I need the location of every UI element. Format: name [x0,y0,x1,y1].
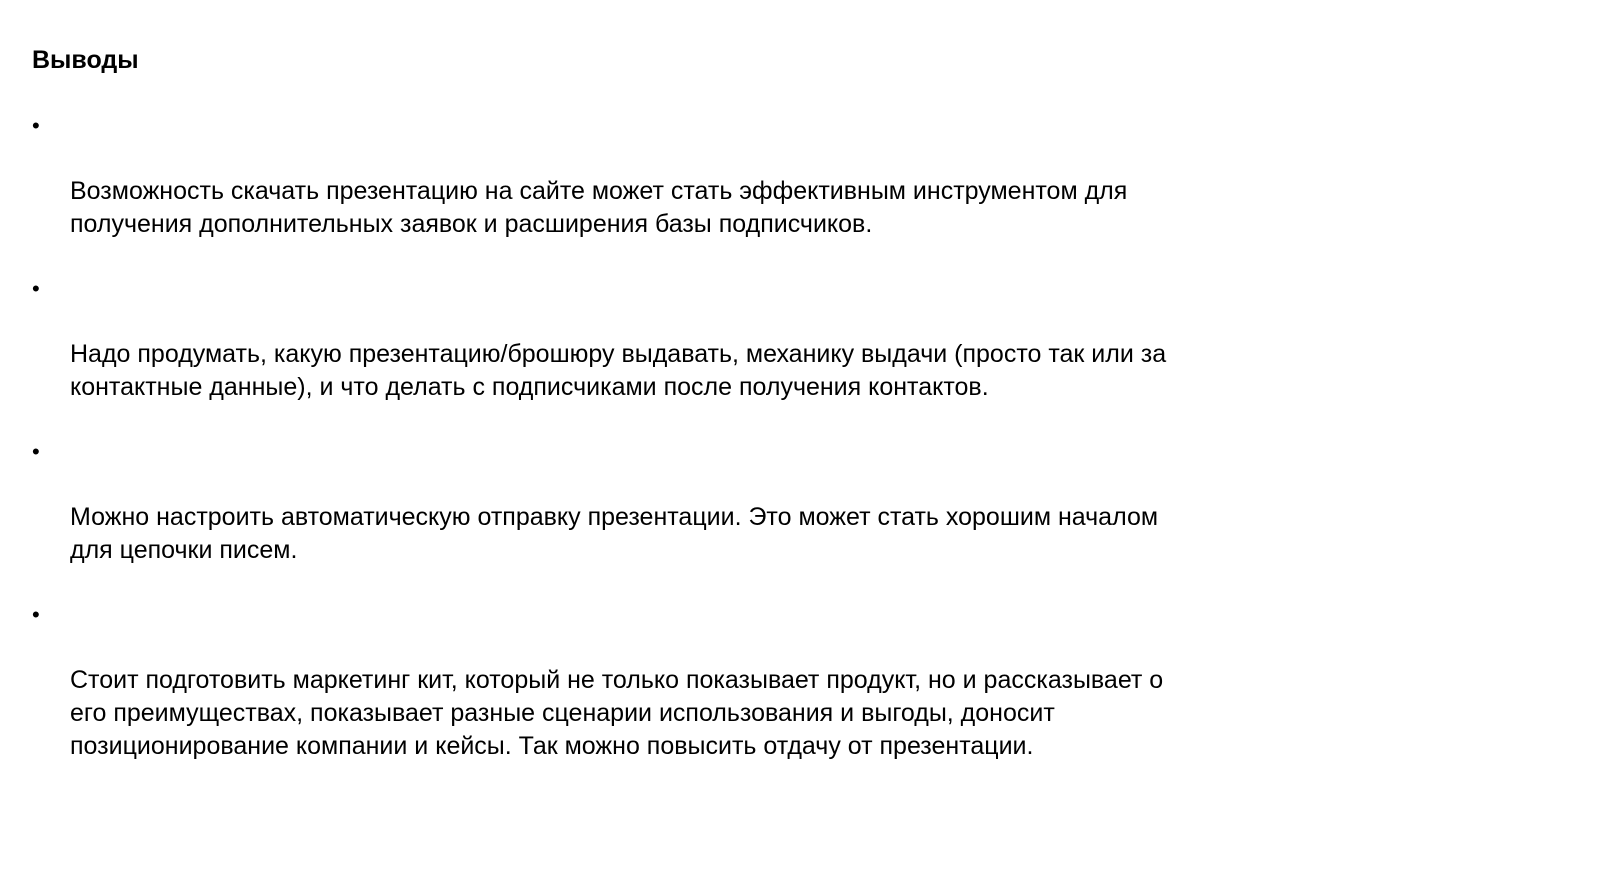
bullet-icon: • [32,439,40,464]
bullet-icon: • [32,276,40,301]
list-item [32,598,1352,763]
list-item-text: Возможность скачать презентацию на сайте может стать эффективным инструментом для получения дополнительных заявок и расширения базы подписчиков. [70,177,1128,238]
bullet-icon: • [32,113,40,138]
list-item [32,272,1352,404]
list-item [32,435,1352,567]
slide-title: Выводы [32,46,139,74]
list-item-text: Можно настроить автоматическую отправку презентации. Это может стать хорошим началом для цепочки писем. [70,503,1159,564]
conclusions-list [32,109,1352,794]
list-item-text: Надо продумать, какую презентацию/брошюру выдавать, механику выдачи (просто так или за контактные данные), и что делать с подписчиками после получения контактов. [70,340,1167,401]
list-item [32,109,1352,241]
list-item-text: Стоит подготовить маркетинг кит, который не только показывает продукт, но и рассказывает о его преимуществах, показывает разные сценарии использования и выгоды, доносит позиционирование компании и кейсы. Так можно повысить отдачу от презентации. [70,666,1164,760]
bullet-icon: • [32,602,40,627]
